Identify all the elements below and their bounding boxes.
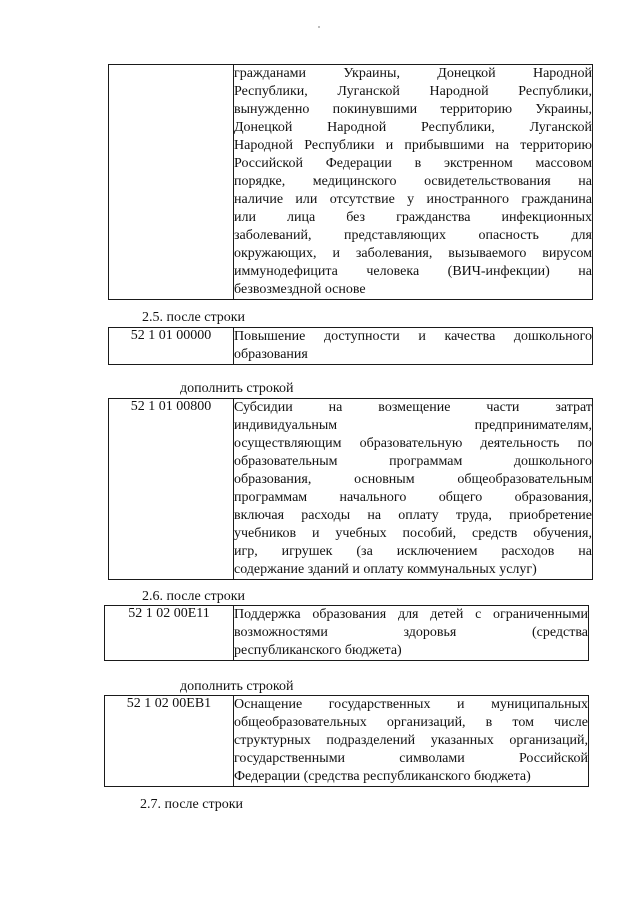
section-2-7-label: 2.7. после строки	[140, 797, 244, 812]
description-line: программам начального общего образования,	[234, 490, 592, 505]
description-line: иммунодефицита человека (ВИЧ-инфекции) на	[234, 264, 592, 279]
description-cell	[234, 606, 589, 661]
budget-table-2-5-new	[108, 398, 593, 580]
description-line: или лица без гражданства инфекционных	[234, 210, 592, 225]
description-line: безвозмездной основе	[234, 282, 366, 297]
description-line: Оснащение государственных и муниципальных	[234, 697, 588, 712]
description-line: индивидуальным предпринимателям,	[234, 418, 592, 433]
description-line: государственными символами Российской	[234, 751, 588, 766]
description-line: республиканского бюджета)	[234, 643, 402, 658]
table-row	[105, 696, 589, 787]
description-line: осуществляющим образовательную деятельность по	[234, 436, 592, 451]
description-line: образования	[234, 347, 308, 362]
description-cell	[234, 696, 589, 787]
description-line: общеобразовательных организаций, в том числе	[234, 715, 588, 730]
description-line: Федерации (средства республиканского бюджета)	[234, 769, 531, 784]
description-line: Российской Федерации в экстренном массовом	[234, 156, 592, 171]
table-row	[109, 399, 593, 580]
table-row	[109, 328, 593, 365]
budget-code-cell: 52 1 01 00800	[109, 399, 234, 580]
description-line: возможностями здоровья (средства	[234, 625, 588, 640]
description-line: порядке, медицинского освидетельствования на	[234, 174, 592, 189]
description-line: образования, основным общеобразовательным	[234, 472, 592, 487]
description-line: заболеваний, представляющих опасность для	[234, 228, 592, 243]
description-line: Народной Республики и прибывшими на территорию	[234, 138, 592, 153]
description-line: окружающих, и заболевания, вызываемого вирусом	[234, 246, 592, 261]
budget-table-2-6-existing	[104, 605, 589, 661]
description-line: структурных подразделений указанных организаций,	[234, 733, 588, 748]
budget-code-cell	[109, 65, 234, 300]
description-line: включая расходы на оплату труда, приобретение	[234, 508, 592, 523]
description-line: учебников и учебных пособий, средств обучения,	[234, 526, 592, 541]
table-row	[109, 65, 593, 300]
budget-code-cell: 52 1 02 00ЕВ1	[105, 696, 234, 787]
budget-table-continuation	[108, 64, 593, 300]
add-row-label: дополнить строкой	[180, 381, 294, 396]
budget-code-cell: 52 1 02 00Е11	[105, 606, 234, 661]
description-line: игр, игрушек (за исключением расходов на	[234, 544, 592, 559]
description-line: образовательным программам дошкольного	[234, 454, 592, 469]
section-2-5-label: 2.5. после строки	[142, 310, 246, 325]
description-line: содержание зданий и оплату коммунальных услуг)	[234, 562, 537, 577]
description-line: Поддержка образования для детей с ограниченными	[234, 607, 588, 622]
table-row	[105, 606, 589, 661]
description-line: Республики, Луганской Народной Республики,	[234, 84, 592, 99]
page-scan-dot	[318, 26, 320, 28]
budget-code-cell: 52 1 01 00000	[109, 328, 234, 365]
description-line: наличие или отсутствие у иностранного гражданина	[234, 192, 592, 207]
description-line: вынужденно покинувшими территорию Украины,	[234, 102, 592, 117]
description-cell	[234, 399, 593, 580]
section-2-6-label: 2.6. после строки	[142, 589, 246, 604]
add-row-label: дополнить строкой	[180, 679, 294, 694]
description-line: Повышение доступности и качества дошкольного	[234, 329, 592, 344]
budget-table-2-6-new	[104, 695, 589, 787]
description-line: Донецкой Народной Республики, Луганской	[234, 120, 592, 135]
budget-table-2-5-existing	[108, 327, 593, 365]
description-cell	[234, 65, 593, 300]
description-line: Субсидии на возмещение части затрат	[234, 400, 592, 415]
description-line: гражданами Украины, Донецкой Народной	[234, 66, 592, 81]
description-cell	[234, 328, 593, 365]
